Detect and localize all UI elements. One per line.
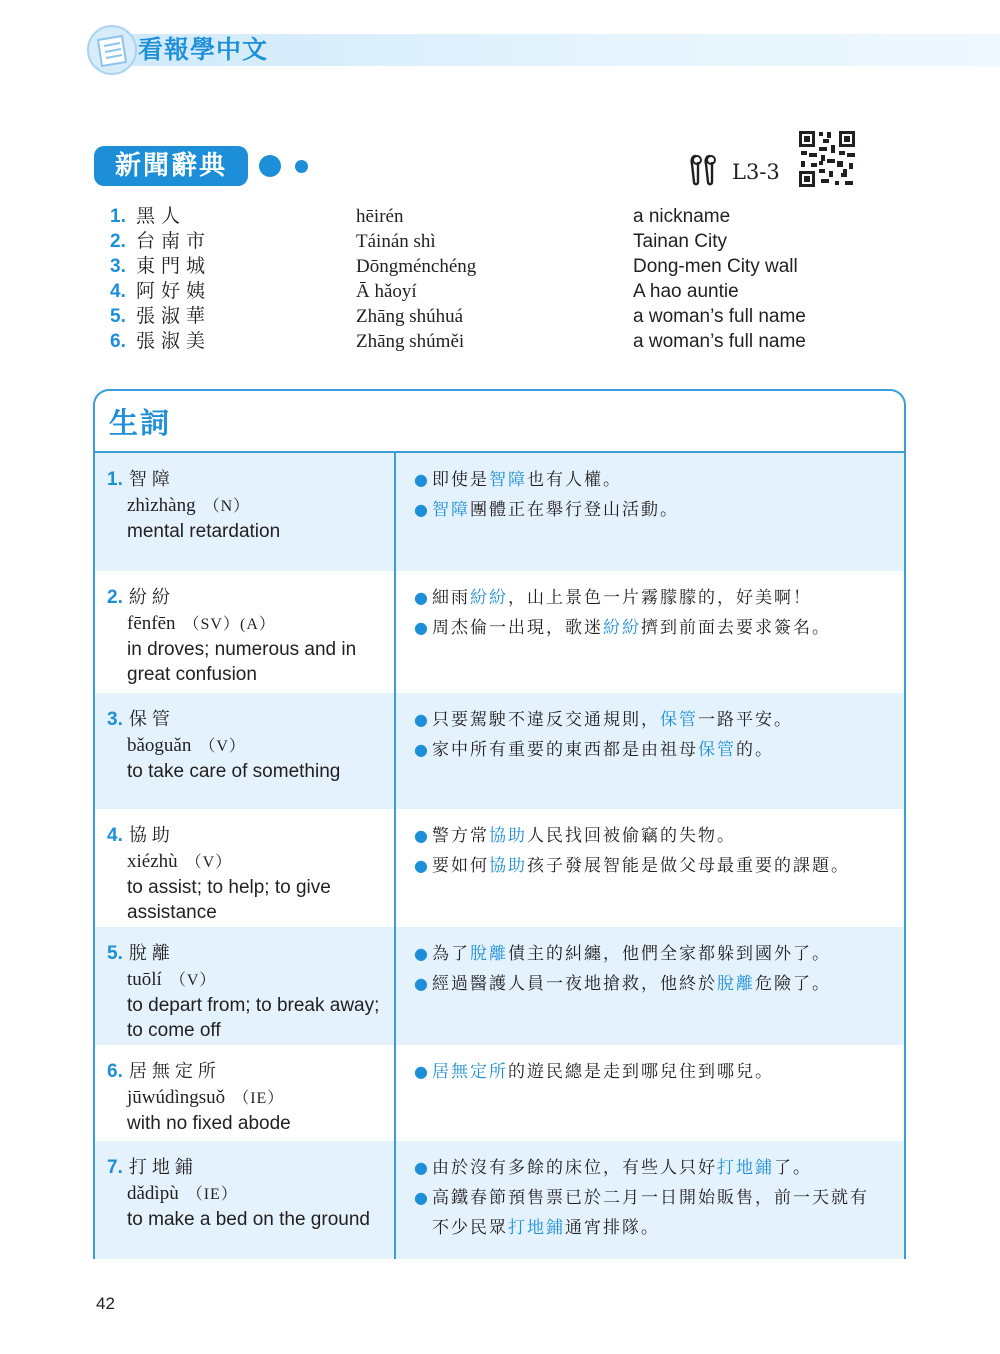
- bullet-dot-icon: ●: [414, 944, 430, 963]
- decor-dot-small: [295, 160, 308, 173]
- vocab-pinyin: jūwúdìngsuǒ: [127, 1087, 226, 1108]
- vocab-number: 7.: [107, 1157, 123, 1178]
- bullet-dot-icon: ●: [414, 710, 430, 729]
- bullet-dot-icon: ●: [414, 740, 430, 759]
- entry-pinyin: Zhāng shúměi: [356, 331, 465, 352]
- example-sentence: ● 只要駕駛不違反交通規則，保管一路平安。: [412, 705, 904, 735]
- example-sentence: ● 為了脫離債主的糾纏，他們全家都躲到國外了。: [412, 939, 904, 969]
- entry-number: 4.: [110, 281, 126, 302]
- dictionary-entry: [110, 254, 850, 279]
- dictionary-entry: [110, 304, 850, 329]
- bullet-dot-icon: ●: [414, 1062, 430, 1081]
- example-sentence: ● 由於沒有多餘的床位，有些人只好打地鋪了。: [412, 1153, 904, 1183]
- vocab-pinyin: fēnfēn: [127, 613, 176, 634]
- vocab-number: 4.: [107, 825, 123, 846]
- vocab-term: [95, 453, 396, 571]
- entry-pinyin: Dōngménchéng: [356, 256, 477, 277]
- entry-english: Tainan City: [633, 231, 727, 252]
- vocab-row: [95, 1045, 904, 1141]
- entry-number: 2.: [110, 231, 126, 252]
- vocab-english: in droves; numerous and in great confusion: [127, 639, 357, 685]
- example-sentence: ● 居無定所的遊民總是走到哪兒住到哪兒。: [412, 1057, 904, 1087]
- example-sentence: ● 要如何協助孩子發展智能是做父母最重要的課題。: [412, 851, 904, 881]
- vocab-row: [95, 927, 904, 1045]
- vocab-examples: [396, 1045, 904, 1141]
- vocab-hanzi: 智障: [128, 469, 175, 490]
- vocab-term: [95, 809, 396, 927]
- vocab-row: [95, 453, 904, 571]
- vocab-hanzi: 居無定所: [128, 1061, 221, 1082]
- vocab-term: [95, 1045, 396, 1141]
- entry-hanzi: 張淑美: [136, 330, 212, 352]
- vocabulary-header: [95, 391, 904, 453]
- vocab-number: 6.: [107, 1061, 123, 1082]
- bullet-dot-icon: ●: [414, 470, 430, 489]
- entry-number: 6.: [110, 331, 126, 352]
- vocabulary-panel: [93, 389, 906, 1259]
- bullet-dot-icon: ●: [414, 588, 430, 607]
- vocab-pinyin: tuōlí: [127, 969, 162, 990]
- example-sentence: ● 家中所有重要的東西都是由祖母保管的。: [412, 735, 904, 765]
- entry-english: a woman’s full name: [633, 331, 806, 352]
- vocabulary-title: 生詞: [109, 406, 172, 440]
- vocab-part-of-speech: （IE）: [186, 1186, 238, 1203]
- vocab-examples: [396, 927, 904, 1045]
- vocab-english: to depart from; to break away; to come off: [127, 995, 380, 1041]
- entry-hanzi: 東門城: [136, 255, 212, 277]
- entry-english: a nickname: [633, 206, 731, 227]
- bullet-dot-icon: ●: [414, 1158, 430, 1177]
- entry-number: 5.: [110, 306, 126, 327]
- vocab-english: mental retardation: [127, 521, 281, 542]
- bullet-dot-icon: ●: [414, 856, 430, 875]
- entry-english: Dong-men City wall: [633, 256, 798, 277]
- page-number: 42: [96, 1294, 115, 1313]
- dictionary-entry: [110, 279, 850, 304]
- news-dictionary-list: [110, 204, 850, 354]
- vocab-english: with no fixed abode: [127, 1113, 291, 1134]
- example-sentence: ● 智障團體正在舉行登山活動。: [412, 495, 904, 525]
- entry-pinyin: Ā hǎoyí: [356, 281, 417, 302]
- vocab-part-of-speech: （N）: [203, 498, 251, 515]
- vocab-english: to assist; to help; to give assistance: [127, 877, 331, 923]
- entry-english: a woman’s full name: [633, 306, 806, 327]
- newspaper-logo-icon: [84, 22, 140, 78]
- vocab-pinyin: bǎoguǎn: [127, 735, 192, 756]
- vocab-hanzi: 保管: [128, 709, 175, 730]
- vocab-row: [95, 809, 904, 927]
- bullet-dot-icon: ●: [414, 1188, 430, 1207]
- vocab-part-of-speech: （SV）(A）: [183, 616, 276, 633]
- vocab-pinyin: xiézhù: [127, 851, 178, 872]
- qr-code-icon[interactable]: [797, 129, 857, 189]
- example-sentence: ● 經過醫護人員一夜地搶救，他終於脫離危險了。: [412, 969, 904, 999]
- vocab-english: to take care of something: [127, 761, 341, 782]
- vocab-term: [95, 927, 396, 1045]
- book-title: 看報學中文: [138, 35, 269, 64]
- entry-number: 1.: [110, 206, 126, 227]
- vocab-term: [95, 1141, 396, 1259]
- entry-hanzi: 黑人: [136, 205, 187, 227]
- vocab-hanzi: 脫離: [128, 943, 175, 964]
- vocab-part-of-speech: （V）: [199, 738, 246, 755]
- vocab-examples: [396, 809, 904, 927]
- vocab-part-of-speech: （V）: [169, 972, 217, 989]
- vocab-examples: [396, 571, 904, 693]
- entry-pinyin: Zhāng shúhuá: [356, 306, 464, 327]
- earphones-icon[interactable]: [688, 152, 722, 188]
- example-sentence: ● 細雨紛紛，山上景色一片霧朦朦的，好美啊！: [412, 583, 904, 613]
- vocab-row: [95, 693, 904, 809]
- vocab-examples: [396, 1141, 904, 1259]
- bullet-dot-icon: ●: [414, 826, 430, 845]
- example-sentence: ● 警方常協助人民找回被偷竊的失物。: [412, 821, 904, 851]
- vocab-part-of-speech: （IE）: [233, 1090, 285, 1107]
- vocab-pinyin: dǎdìpù: [127, 1183, 179, 1204]
- vocab-number: 1.: [107, 469, 123, 490]
- vocab-number: 2.: [107, 587, 123, 608]
- vocab-term: [95, 693, 396, 809]
- entry-english: A hao auntie: [633, 281, 739, 302]
- vocab-english: to make a bed on the ground: [127, 1209, 370, 1230]
- vocab-examples: [396, 453, 904, 571]
- example-sentence: ● 即使是智障也有人權。: [412, 465, 904, 495]
- vocab-pinyin: zhìzhàng: [127, 495, 196, 516]
- vocab-row: [95, 1141, 904, 1259]
- vocab-term: [95, 571, 396, 693]
- example-sentence: ● 高鐵春節預售票已於二月一日開始販售，前一天就有不少民眾打地鋪通宵排隊。: [412, 1183, 872, 1243]
- vocab-number: 3.: [107, 709, 123, 730]
- audio-track-code: L3-3: [732, 160, 780, 184]
- entry-pinyin: Táinán shì: [356, 231, 436, 252]
- vocab-hanzi: 紛紛: [128, 587, 175, 608]
- dictionary-entry: [110, 329, 850, 354]
- vocab-number: 5.: [107, 943, 123, 964]
- dictionary-entry: [110, 204, 850, 229]
- entry-pinyin: hēirén: [356, 206, 404, 227]
- bullet-dot-icon: ●: [414, 500, 430, 519]
- dictionary-badge: 新聞辭典: [94, 146, 248, 186]
- entry-number: 3.: [110, 256, 126, 277]
- dictionary-entry: [110, 229, 850, 254]
- bullet-dot-icon: ●: [414, 974, 430, 993]
- vocab-examples: [396, 693, 904, 809]
- entry-hanzi: 阿好姨: [136, 280, 212, 302]
- vocab-part-of-speech: （V）: [185, 854, 233, 871]
- vocab-row: [95, 571, 904, 693]
- example-sentence: ● 周杰倫一出現，歌迷紛紛擠到前面去要求簽名。: [412, 613, 904, 643]
- vocab-hanzi: 打地鋪: [128, 1157, 198, 1178]
- entry-hanzi: 台南市: [136, 230, 212, 252]
- vocab-hanzi: 協助: [128, 825, 175, 846]
- bullet-dot-icon: ●: [414, 618, 430, 637]
- entry-hanzi: 張淑華: [136, 305, 212, 327]
- decor-dot-large: [259, 155, 281, 177]
